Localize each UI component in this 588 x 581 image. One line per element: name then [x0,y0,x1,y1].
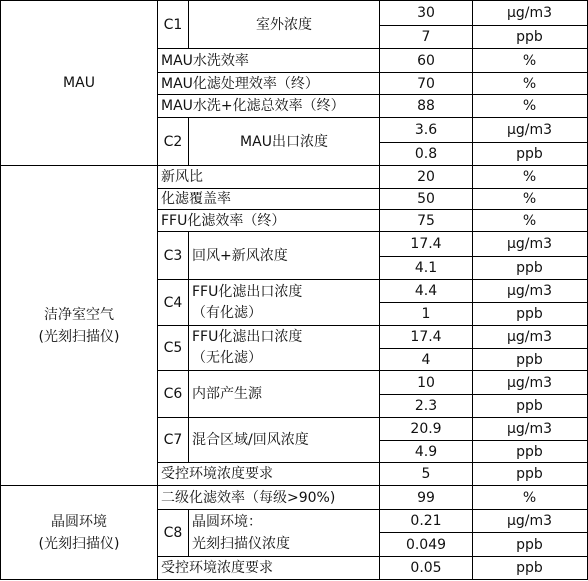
unit-cell: % [522,489,537,506]
value-cell: 60 [417,52,435,69]
grid-line [379,302,588,303]
code-c8: C8 [163,525,183,541]
grid-line [379,142,588,143]
value-cell: 0.8 [414,146,438,162]
param-fresh-air-ratio: 新风比 [161,169,203,185]
grid-line [379,256,588,257]
unit-cell: ppb [516,351,543,368]
grid-line [379,348,588,349]
unit-cell: μg/m3 [506,513,553,529]
grid-line [157,279,588,280]
grid-line [188,509,189,557]
value-cell: 30 [417,5,435,21]
value-cell: 0.05 [410,560,442,576]
value-cell: 4.4 [414,283,438,299]
grid-line [157,209,588,210]
value-cell: 88 [417,98,435,114]
value-cell: 10 [417,374,435,391]
value-cell: 17.4 [410,236,442,252]
unit-cell: μg/m3 [506,374,553,391]
value-cell: 0.049 [405,536,447,553]
grid-line [157,462,588,463]
code-c6: C6 [163,386,183,402]
param-mau-total-eff: MAU水洗+化滤总效率（终） [161,98,345,114]
unit-cell: ppb [516,398,543,414]
grid-line [157,48,588,49]
unit-cell: ppb [516,466,543,482]
param-secondary-filter-eff: 二级化滤效率（每级>90%) [161,489,336,506]
code-c7: C7 [163,432,183,448]
grid-line [157,231,588,232]
grid-line [157,188,588,189]
grid-line [157,117,588,118]
unit-cell: % [522,169,537,185]
grid-line [188,0,189,49]
grid-line [379,532,588,533]
unit-cell: μg/m3 [506,421,553,437]
grid-line [188,231,189,463]
param-ffu-outlet-without-filter: FFU化滤出口浓度 （无化滤） [192,329,303,366]
grid-line [157,325,588,326]
value-cell: 99 [417,489,435,506]
value-cell: 4.9 [414,443,438,460]
grid-line [157,94,588,95]
grid-line [188,117,189,166]
unit-cell: ppb [516,306,543,322]
unit-cell: μg/m3 [506,283,553,299]
grid-line [157,417,588,418]
grid-line [379,25,588,26]
param-ffu-outlet-with-filter: FFU化滤出口浓度 （有化滤） [192,283,303,321]
value-cell: 3.6 [414,122,438,138]
param-mau-wash-eff: MAU水洗效率 [161,52,249,69]
param-mau-outlet-conc: MAU出口浓度 [240,133,328,150]
grid-line [379,0,380,580]
grid-line [157,0,158,580]
code-c4: C4 [163,294,183,311]
value-cell: 2.3 [414,398,438,414]
value-cell: 50 [417,191,435,207]
unit-cell: % [522,98,537,114]
grid-line [379,440,588,441]
value-cell: 4 [421,351,431,368]
param-outdoor-conc: 室外浓度 [256,16,312,33]
unit-cell: μg/m3 [506,236,553,252]
value-cell: 20.9 [410,421,442,437]
param-ffu-filter-eff: FFU化滤效率（终） [161,212,286,229]
grid-line [157,370,588,371]
unit-cell: % [522,191,537,207]
unit-cell: μg/m3 [506,122,553,138]
param-mau-filter-eff: MAU化滤处理效率（终） [161,75,319,92]
table-border [0,0,588,1]
code-c3: C3 [163,247,183,264]
unit-cell: ppb [516,260,543,276]
unit-cell: ppb [516,443,543,460]
value-cell: 0.21 [410,513,442,529]
value-cell: 17.4 [410,329,442,345]
unit-cell: ppb [516,29,543,45]
value-cell: 5 [421,466,431,482]
param-return-fresh-conc: 回风+新风浓度 [192,247,288,264]
grid-line [157,509,588,510]
value-cell: 4.1 [414,260,438,276]
param-mixing-zone-conc: 混合区域/回风浓度 [192,432,309,448]
grid-line [0,485,588,486]
code-c2: C2 [163,133,183,150]
param-internal-source: 内部产生源 [192,386,262,402]
code-c5: C5 [163,340,183,356]
grid-line [379,394,588,395]
grid-line [472,0,473,580]
unit-cell: % [522,212,537,229]
unit-cell: ppb [516,560,543,576]
code-c1: C1 [163,16,183,33]
unit-cell: ppb [516,146,543,162]
section-wafer-environment: 晶圆环境 (光刻扫描仪) [38,513,120,552]
table-border [0,0,1,580]
unit-cell: ppb [516,536,543,553]
grid-line [0,165,588,166]
unit-cell: μg/m3 [506,329,553,345]
grid-line [157,556,588,557]
value-cell: 1 [421,306,431,322]
param-controlled-env-requirement-wafer: 受控环境浓度要求 [161,560,273,576]
value-cell: 7 [421,29,431,45]
param-filter-coverage: 化滤覆盖率 [161,191,231,207]
unit-cell: % [522,75,537,92]
param-wafer-env-conc: 晶圆环境： 光刻扫描仪浓度 [192,514,290,552]
param-controlled-env-requirement: 受控环境浓度要求 [161,466,273,482]
value-cell: 75 [417,212,435,229]
unit-cell: μg/m3 [506,5,553,21]
section-clean-room-air: 洁净室空气 (光刻扫描仪) [38,306,120,345]
unit-cell: % [522,52,537,69]
table-border [0,579,588,580]
value-cell: 20 [417,169,435,185]
value-cell: 70 [417,75,435,92]
grid-line [157,72,588,73]
section-mau: MAU [63,75,95,91]
